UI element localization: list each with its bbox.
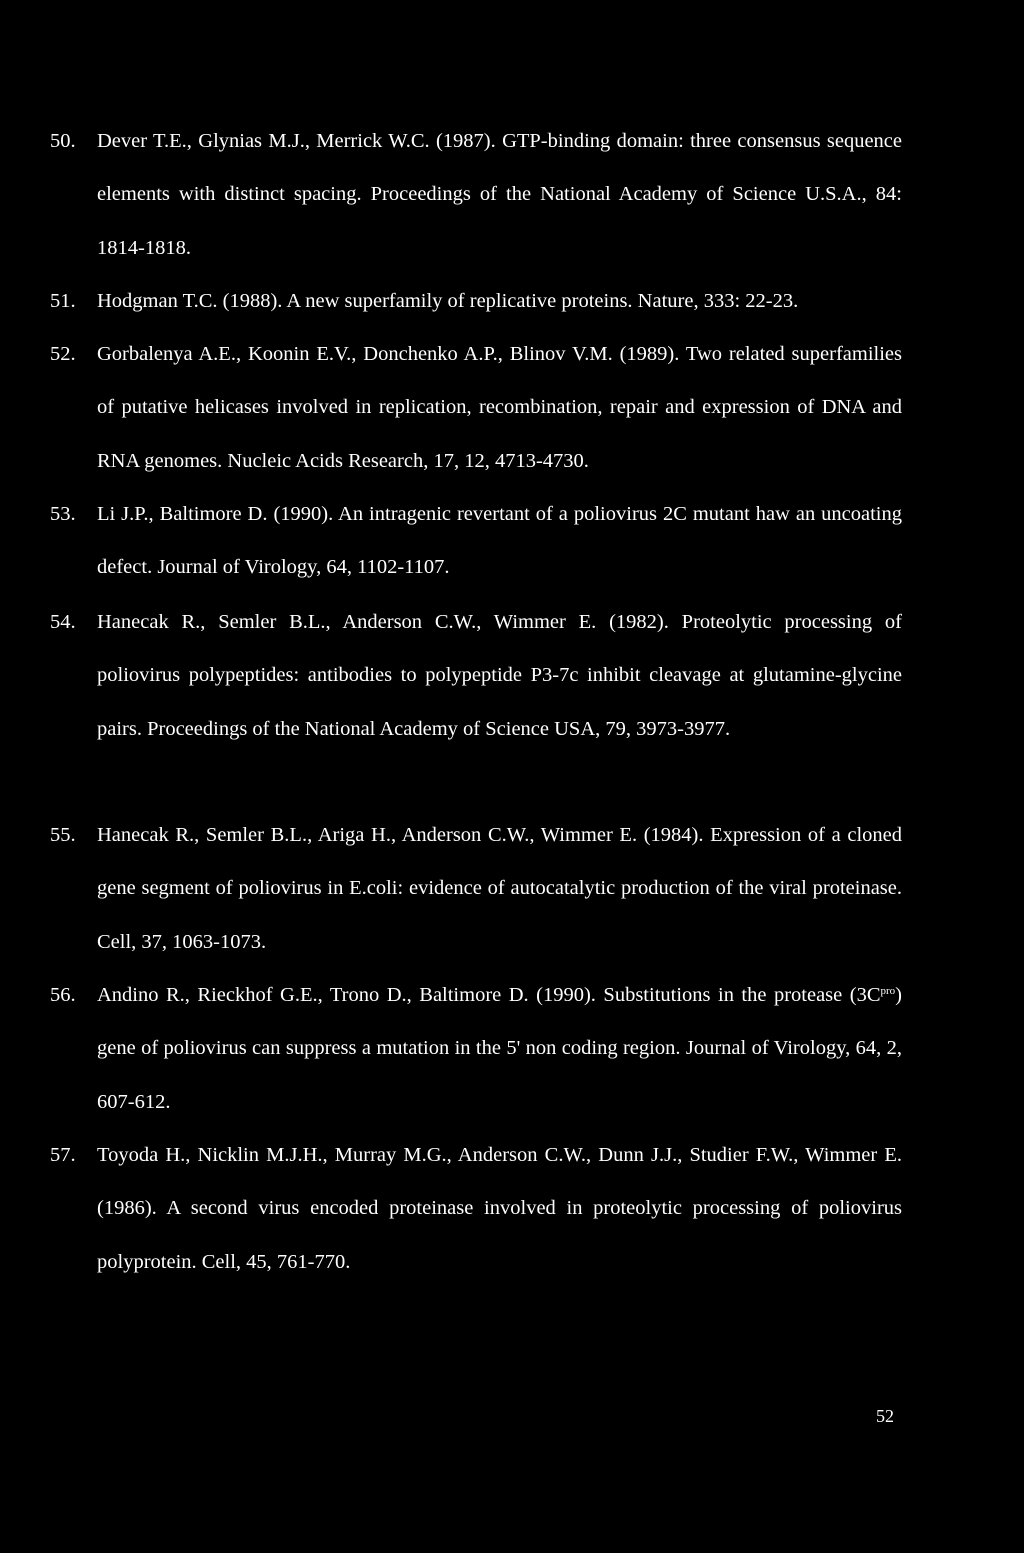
reference-56 <box>50 969 902 1129</box>
reference-number: 55. <box>50 824 76 846</box>
reference-text: Dever T.E., Glynias M.J., Merrick W.C. (1987). GTP-binding domain: three consensus sequence elements with distinct spacing. Proceedings of the National Academy of Science U.S.A., 84: 1814-1818. <box>97 130 902 259</box>
reference-text: Hanecak R., Semler B.L., Ariga H., Anderson C.W., Wimmer E. (1984). Expression of a cloned gene segment of poliovirus in E.coli: evidence of autocatalytic production of the viral proteinase. Cell, 37, 1063-1073. <box>97 824 902 953</box>
reference-text: Li J.P., Baltimore D. (1990). An intragenic revertant of a poliovirus 2C mutant haw an uncoating defect. Journal of Virology, 64, 1102-1107. <box>97 503 902 579</box>
reference-text-before: Andino R., Rieckhof G.E., Trono D., Baltimore D. (1990). Substitutions in the protease (3C <box>97 984 881 1006</box>
reference-number: 56. <box>50 984 76 1006</box>
reference-number: 51. <box>50 290 76 312</box>
page-number: 52 <box>876 1406 894 1426</box>
superscript-pro: pro <box>880 985 896 997</box>
reference-55 <box>50 809 902 969</box>
reference-text-after: ) gene of poliovirus can suppress a mutation in the 5' non coding region. Journal of Virology, 64, 2, 607-612. <box>97 984 902 1113</box>
reference-51 <box>50 275 902 328</box>
reference-57 <box>50 1129 902 1289</box>
reference-50 <box>50 115 902 275</box>
reference-52 <box>50 328 902 488</box>
reference-number: 53. <box>50 503 76 525</box>
reference-text: Gorbalenya A.E., Koonin E.V., Donchenko A.P., Blinov V.M. (1989). Two related superfamilies of putative helicases involved in replication, recombination, repair and expression of DNA and RNA genomes. Nucleic Acids Research, 17, 12, 4713-4730. <box>97 343 902 472</box>
reference-text: Hanecak R., Semler B.L., Anderson C.W., Wimmer E. (1982). Proteolytic processing of poliovirus polypeptides: antibodies to polypeptide P3-7c inhibit cleavage at glutamine-glycine pairs. Proceedings of the National Academy of Science USA, 79, 3973-3977. <box>97 611 902 740</box>
reference-text: Toyoda H., Nicklin M.J.H., Murray M.G., Anderson C.W., Dunn J.J., Studier F.W., Wimmer E. (1986). A second virus encoded proteinase involved in proteolytic processing of poliovirus polyprotein. Cell, 45, 761-770. <box>97 1144 902 1273</box>
reference-number: 52. <box>50 343 76 365</box>
reference-text: Hodgman T.C. (1988). A new superfamily of replicative proteins. Nature, 333: 22-23. <box>97 290 799 312</box>
reference-54 <box>50 596 902 756</box>
reference-text <box>97 969 902 1129</box>
reference-number: 57. <box>50 1144 76 1166</box>
reference-53 <box>50 488 902 595</box>
reference-number: 54. <box>50 611 76 633</box>
reference-number: 50. <box>50 130 76 152</box>
